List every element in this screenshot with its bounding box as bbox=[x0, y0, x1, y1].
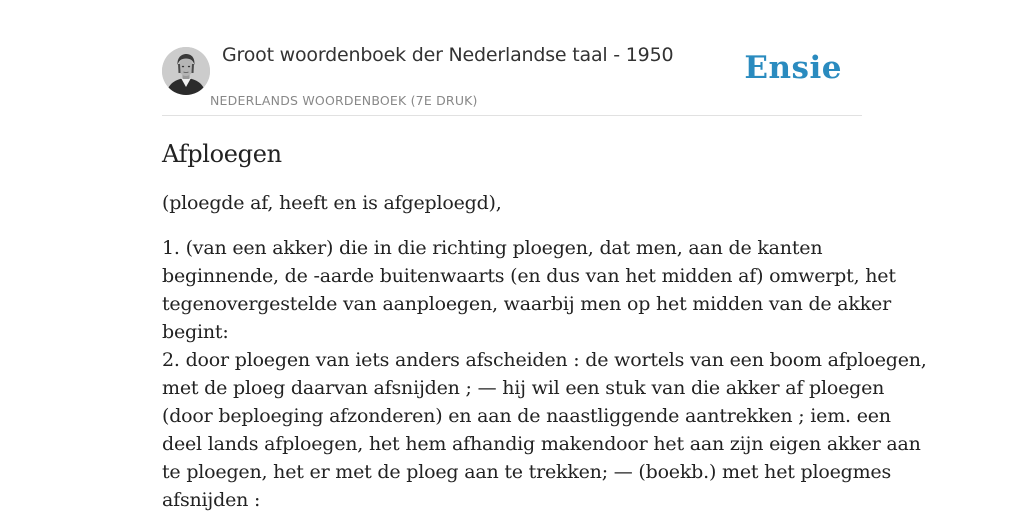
entry-definition bbox=[162, 234, 927, 512]
definition-line: deel lands afploegen, het hem afhandig makendoor het aan zijn eigen akker aan bbox=[162, 433, 921, 455]
author-portrait-icon[interactable] bbox=[162, 47, 210, 95]
source-title[interactable]: Groot woordenboek der Nederlandse taal - 1950 bbox=[222, 44, 674, 66]
definition-line: begint: bbox=[162, 321, 229, 343]
definition-line: 1. (van een akker) die in die richting ploegen, dat men, aan de kanten bbox=[162, 237, 823, 259]
definition-line: beginnende, de -aarde buitenwaarts (en dus van het midden af) omwerpt, het bbox=[162, 265, 896, 287]
definition-line: afsnijden : bbox=[162, 489, 261, 511]
entry-forms: (ploegde af, heeft en is afgeploegd), bbox=[162, 192, 502, 214]
definition-line: (door beploeging afzonderen) en aan de naastliggende aantrekken ; iem. een bbox=[162, 405, 891, 427]
definition-line: te ploegen, het er met de ploeg aan te trekken; — (boekb.) met het ploegmes bbox=[162, 461, 892, 483]
entry-content bbox=[162, 136, 927, 512]
entry-title: Afploegen bbox=[162, 140, 282, 168]
ensie-logo[interactable]: Ensie bbox=[744, 50, 842, 86]
definition-line: tegenovergestelde van aanploegen, waarbij men op het midden van de akker bbox=[162, 293, 891, 315]
source-subtitle[interactable]: NEDERLANDS WOORDENBOEK (7E DRUK) bbox=[210, 93, 478, 108]
definition-line: 2. door ploegen van iets anders afscheiden : de wortels van een boom afploegen, bbox=[162, 349, 927, 371]
source-header bbox=[162, 0, 862, 116]
definition-line: met de ploeg daarvan afsnijden ; — hij wil een stuk van die akker af ploegen bbox=[162, 377, 885, 399]
